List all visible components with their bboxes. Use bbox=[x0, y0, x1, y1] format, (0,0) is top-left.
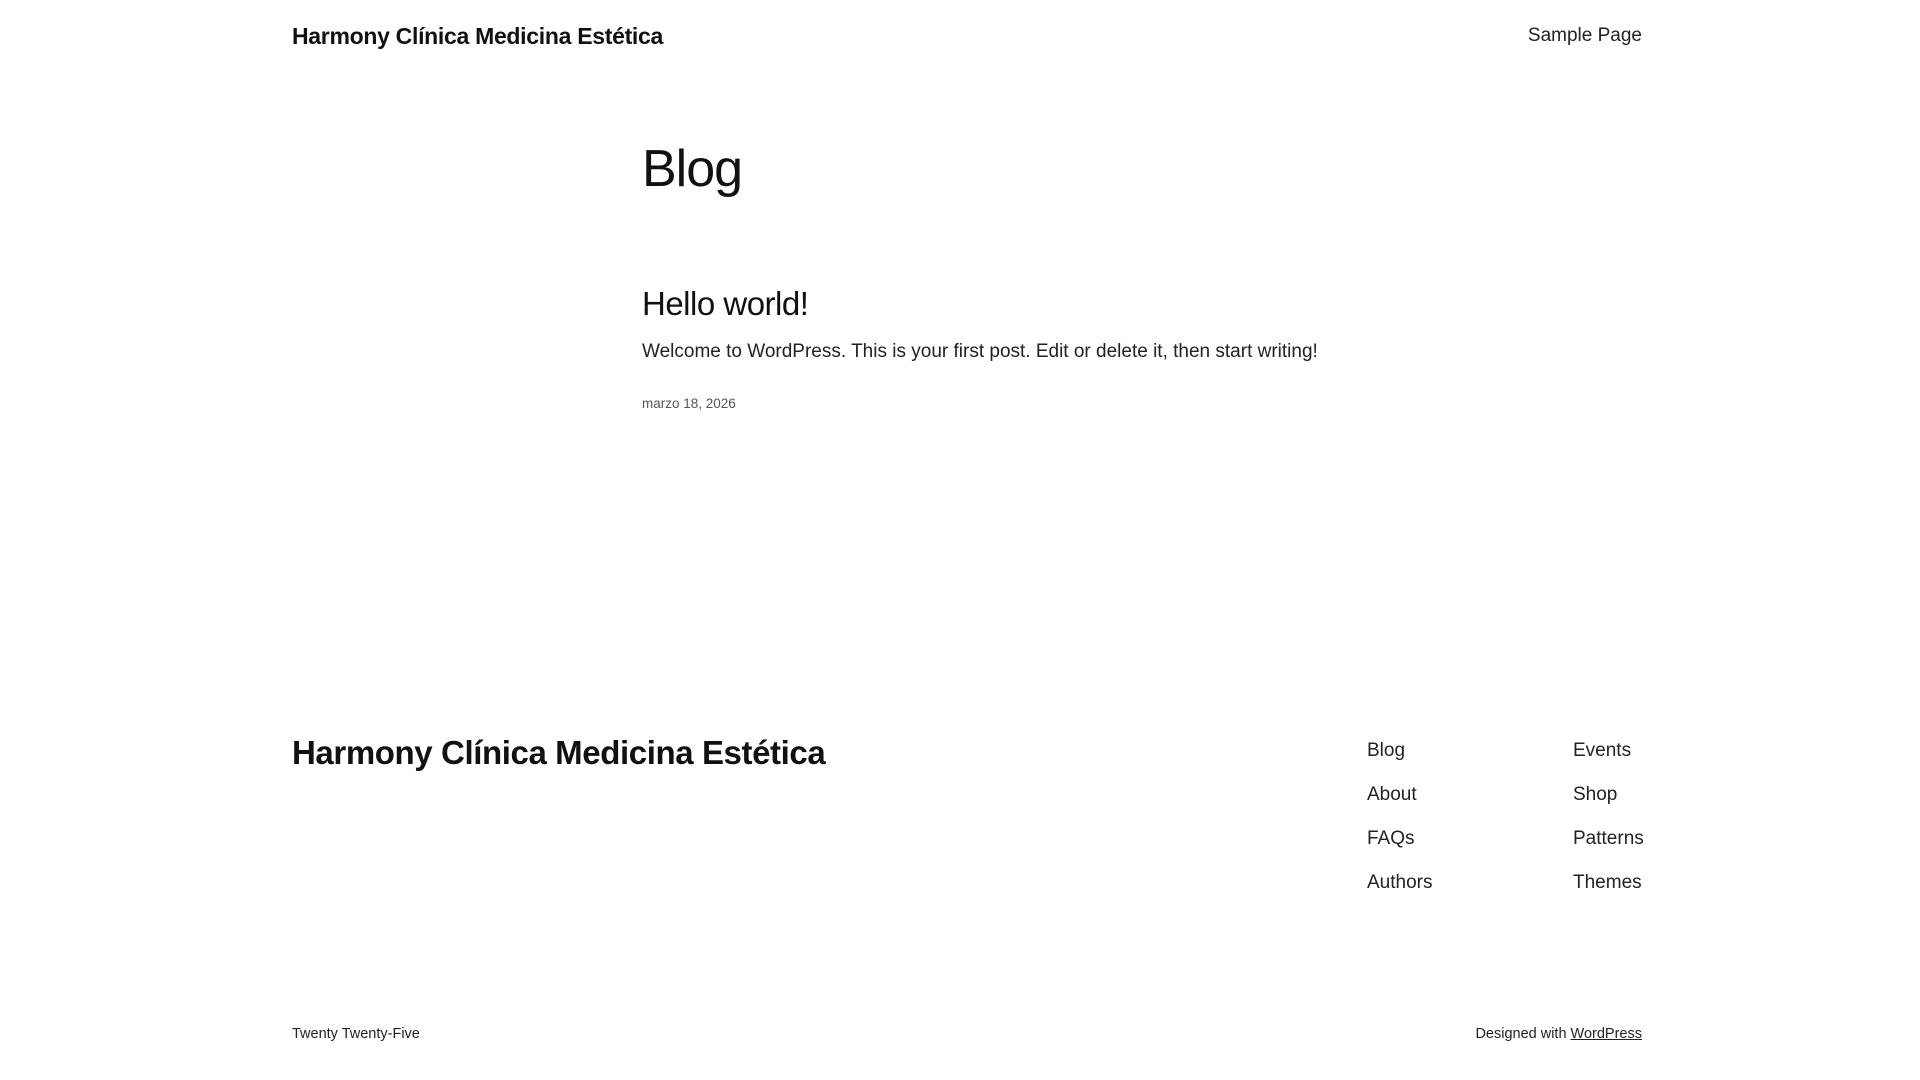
nav-sample-page[interactable]: Sample Page bbox=[1527, 25, 1642, 46]
footer-site-title-link[interactable]: Harmony Clínica Medicina Estética bbox=[292, 734, 826, 771]
footer-link-about[interactable]: About bbox=[1367, 784, 1417, 805]
post-excerpt: Welcome to WordPress. This is your first post. Edit or delete it, then start writing! bbox=[642, 341, 1318, 362]
footer-nav-column-2 bbox=[1573, 738, 1644, 896]
footer-bottom bbox=[292, 1026, 1642, 1042]
footer-link-faqs[interactable]: FAQs bbox=[1367, 828, 1415, 849]
footer-link-patterns[interactable]: Patterns bbox=[1573, 828, 1644, 849]
wordpress-link[interactable]: WordPress bbox=[1570, 1026, 1642, 1042]
footer-link-events[interactable]: Events bbox=[1573, 740, 1632, 761]
site-header bbox=[292, 18, 1642, 54]
post-title-link[interactable]: Hello world! bbox=[642, 285, 809, 322]
post-item bbox=[642, 284, 1322, 411]
site-title-link[interactable]: Harmony Clínica Medicina Estética bbox=[292, 22, 664, 49]
footer-link-blog[interactable]: Blog bbox=[1367, 740, 1406, 761]
main-content bbox=[642, 138, 1322, 411]
footer-link-themes[interactable]: Themes bbox=[1573, 872, 1642, 893]
post-title bbox=[642, 284, 1322, 324]
header-navigation bbox=[1528, 25, 1642, 47]
credit-prefix: Designed with bbox=[1475, 1026, 1571, 1042]
footer-link-shop[interactable]: Shop bbox=[1573, 784, 1618, 805]
post-date: marzo 18, 2026 bbox=[642, 396, 736, 411]
footer-credit bbox=[1475, 1026, 1642, 1042]
footer-link-authors[interactable]: Authors bbox=[1367, 872, 1433, 893]
theme-name: Twenty Twenty-Five bbox=[292, 1026, 420, 1042]
page-title: Blog bbox=[642, 140, 743, 198]
footer-nav-column-1 bbox=[1367, 738, 1432, 896]
